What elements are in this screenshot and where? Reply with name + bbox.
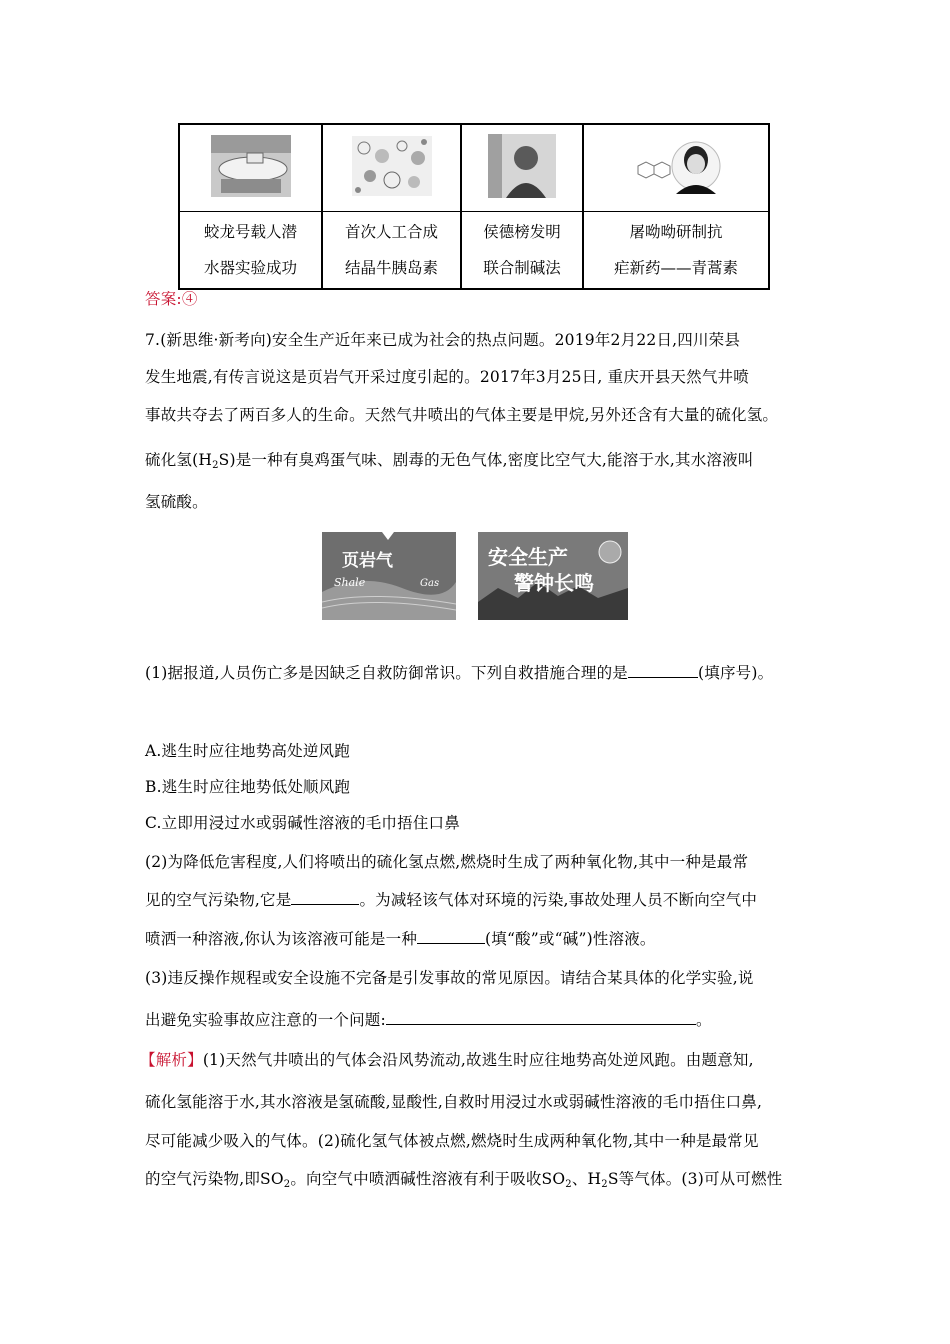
table-caption-hou-debang: 侯德榜发明 联合制碱法 (461, 212, 583, 290)
option-b: B.逃生时应往地势低处顺风跑 (145, 778, 351, 796)
achievements-table (178, 123, 770, 290)
analysis-line4: 的空气污染物,即$SO_2$。向空气中喷洒碱性溶液有利于吸收$SO_2$、$H_2S$等气体。(3)可从可燃性 (145, 1170, 783, 1190)
table-caption-tu-youyou: 屠呦呦研制抗 疟新药——青蒿素 (583, 212, 769, 290)
shale-gas-title: 页岩气 (342, 551, 393, 571)
hou-debang-portrait (488, 134, 556, 198)
answer-blank-1[interactable] (628, 663, 698, 678)
table-cell-insulin (322, 124, 461, 212)
tu-youyou-portrait (624, 136, 728, 196)
submarine-image (211, 135, 291, 197)
analysis-line2: 硫化氢能溶于水,其水溶液是氢硫酸,显酸性,自救时用浸过水或弱碱性溶液的毛巾捂住口鼻, (145, 1093, 763, 1111)
q7-intro-line2: 发生地震,有传言说这是页岩气开采过度引起的。2017年3月25日, 重庆开县天然气井喷 (145, 368, 749, 386)
table-cell-hou-debang (461, 124, 583, 212)
option-c: C.立即用浸过水或弱碱性溶液的毛巾捂住口鼻 (145, 814, 460, 832)
q7-intro-line1: 7.(新思维·新考向)安全生产近年来已成为社会的热点问题。2019年2月22日,四川荣县 (145, 331, 741, 349)
table-image-row (179, 124, 769, 212)
safety-production-image (478, 532, 628, 620)
table-caption-insulin: 首次人工合成 结晶牛胰岛素 (322, 212, 461, 290)
shale-gas-image (322, 532, 456, 620)
analysis-tag: 【解析】 (140, 1051, 203, 1069)
table-cell-submarine (179, 124, 322, 212)
safety-title-line1: 安全生产 (488, 545, 568, 569)
table-cell-tu-youyou (583, 124, 769, 212)
q7-part2-line1: (2)为降低危害程度,人们将喷出的硫化氢点燃,燃烧时生成了两种氧化物,其中一种是最常 (145, 853, 749, 871)
q7-intro-line4: 硫化氢$(H_2S)$是一种有臭鸡蛋气味、剧毒的无色气体,密度比空气大,能溶于水,其水溶液叫 (145, 451, 754, 471)
analysis-line3: 尽可能减少吸入的气体。(2)硫化氢气体被点燃,燃烧时生成两种氧化物,其中一种是最常见 (145, 1132, 759, 1150)
shale-gas-en1: Shale (334, 576, 366, 589)
previous-answer: 答案:④ (145, 290, 198, 308)
table-caption-submarine: 蛟龙号载人潜 水器实验成功 (179, 212, 322, 290)
q7-part2-line2: 见的空气污染物,它是 。为减轻该气体对环境的污染,事故处理人员不断向空气中 (145, 891, 758, 909)
q7-intro-line5: 氢硫酸。 (145, 493, 208, 511)
safety-title-line2: 警钟长鸣 (514, 571, 594, 595)
shale-gas-en2: Gas (420, 578, 440, 589)
q7-part3-line1: (3)违反操作规程或安全设施不完备是引发事故的常见原因。请结合某具体的化学实验,说 (145, 969, 754, 987)
q7-intro-line3: 事故共夺去了两百多人的生命。天然气井喷出的气体主要是甲烷,另外还含有大量的硫化氢。 (145, 406, 779, 424)
answer-blank-4[interactable] (386, 1010, 696, 1025)
option-a: A.逃生时应往地势高处逆风跑 (145, 742, 350, 760)
q7-part2-line3: 喷洒一种溶液,你认为该溶液可能是一种 (填“酸”或“碱”)性溶液。 (145, 930, 656, 948)
q7-part3-line2: 出避免实验事故应注意的一个问题: 。 (145, 1011, 712, 1029)
analysis-line1: 【解析】(1)天然气井喷出的气体会沿风势流动,故逃生时应往地势高处逆风跑。由题意知, (140, 1051, 754, 1069)
q7-part1: (1)据报道,人员伤亡多是因缺乏自救防御常识。下列自救措施合理的是 (填序号)。 (145, 664, 774, 682)
answer-blank-2[interactable] (291, 890, 359, 905)
insulin-crystal-image (352, 136, 432, 196)
answer-blank-3[interactable] (417, 929, 485, 944)
table-text-row (179, 212, 769, 290)
